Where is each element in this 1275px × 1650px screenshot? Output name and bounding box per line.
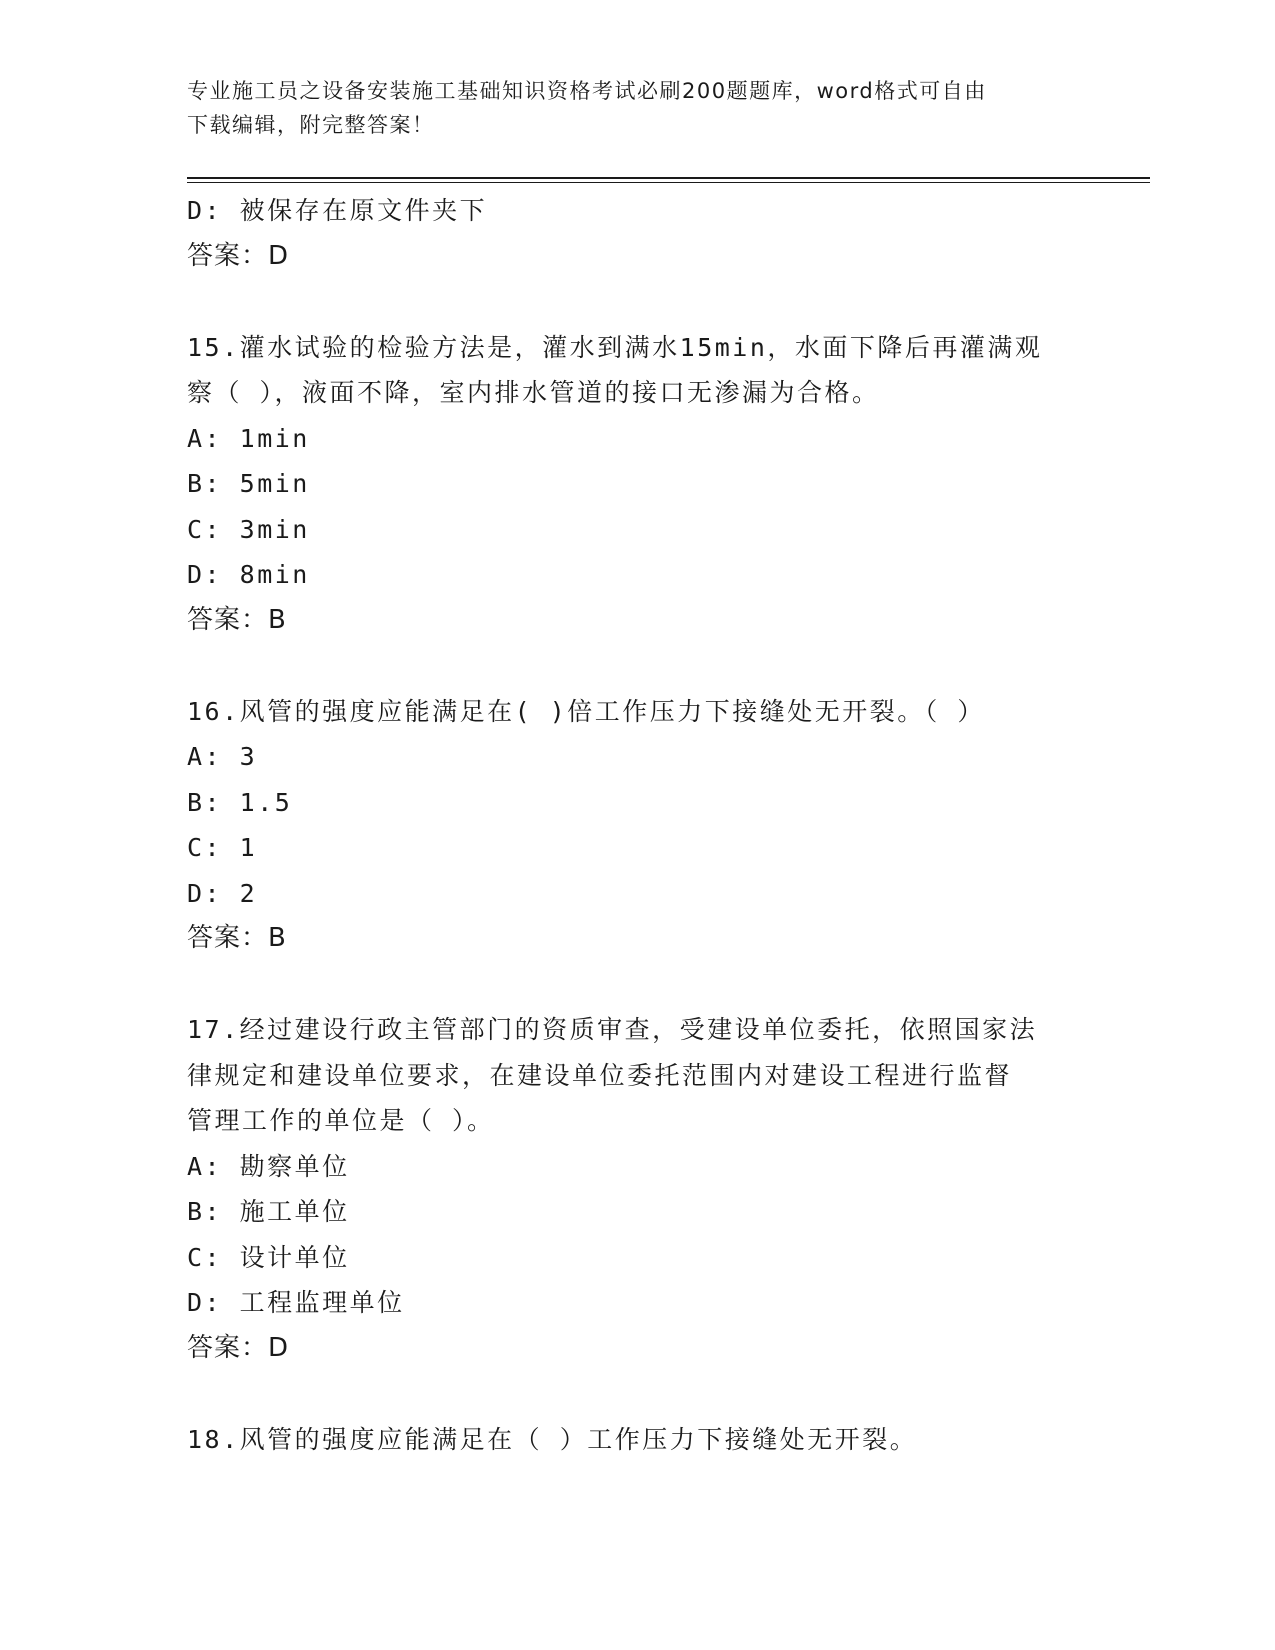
option-c: C: 3min bbox=[187, 514, 310, 544]
answer-line: 答案：B bbox=[187, 604, 287, 635]
option-a: A: 3 bbox=[187, 742, 258, 771]
header-divider-thick bbox=[187, 177, 1150, 179]
question-stem-line: 18.风管的强度应能满足在（ ）工作压力下接缝处无开裂。 bbox=[187, 1424, 918, 1454]
option-d: D: 8min bbox=[187, 560, 310, 589]
header-divider-thin bbox=[187, 182, 1150, 183]
spacer bbox=[187, 279, 1087, 325]
option-c: C: 设计单位 bbox=[187, 1242, 350, 1272]
question-list bbox=[187, 188, 1087, 1462]
spacer bbox=[187, 643, 1087, 689]
spacer bbox=[187, 1371, 1087, 1417]
question-16 bbox=[187, 689, 1087, 962]
question-stem-line: 15.灌水试验的检验方法是，灌水到满水15min，水面下降后再灌满观 bbox=[187, 332, 1043, 362]
question-stem-line: 16.风管的强度应能满足在( )倍工作压力下接缝处无开裂。（ ） bbox=[187, 696, 985, 726]
option-a: A: 1min bbox=[187, 423, 310, 453]
answer-line: 答案：D bbox=[187, 1332, 290, 1363]
question-stem-line: 律规定和建设单位要求，在建设单位委托范围内对建设工程进行监督 bbox=[187, 1060, 1013, 1090]
document-header bbox=[187, 74, 1067, 142]
option-a: A: 勘察单位 bbox=[187, 1151, 350, 1181]
question-15 bbox=[187, 325, 1087, 644]
option-b: B: 5min bbox=[187, 469, 310, 498]
option-c: C: 1 bbox=[187, 833, 258, 862]
question-stem-line: 管理工作的单位是（ ）。 bbox=[187, 1106, 495, 1135]
question-18 bbox=[187, 1417, 1087, 1463]
option-d: D: 工程监理单位 bbox=[187, 1288, 405, 1317]
answer-line: 答案：B bbox=[187, 923, 287, 953]
option-d: D: 2 bbox=[187, 878, 258, 908]
question-stem-line: 17.经过建设行政主管部门的资质审查，受建设单位委托，依照国家法 bbox=[187, 1015, 1038, 1044]
spacer bbox=[187, 962, 1087, 1008]
header-line-2: 下载编辑，附完整答案！ bbox=[187, 113, 435, 137]
option-b: B: 1.5 bbox=[187, 787, 293, 817]
option-b: B: 施工单位 bbox=[187, 1197, 350, 1226]
option-d: D: 被保存在原文件夹下 bbox=[187, 196, 488, 225]
question-17 bbox=[187, 1007, 1087, 1371]
header-line-1: 专业施工员之设备安装施工基础知识资格考试必刷200题题库，word格式可自由 bbox=[187, 79, 987, 103]
answer-line: 答案：D bbox=[187, 240, 290, 271]
question-stem-line: 察（ ），液面不降，室内排水管道的接口无渗漏为合格。 bbox=[187, 378, 880, 407]
